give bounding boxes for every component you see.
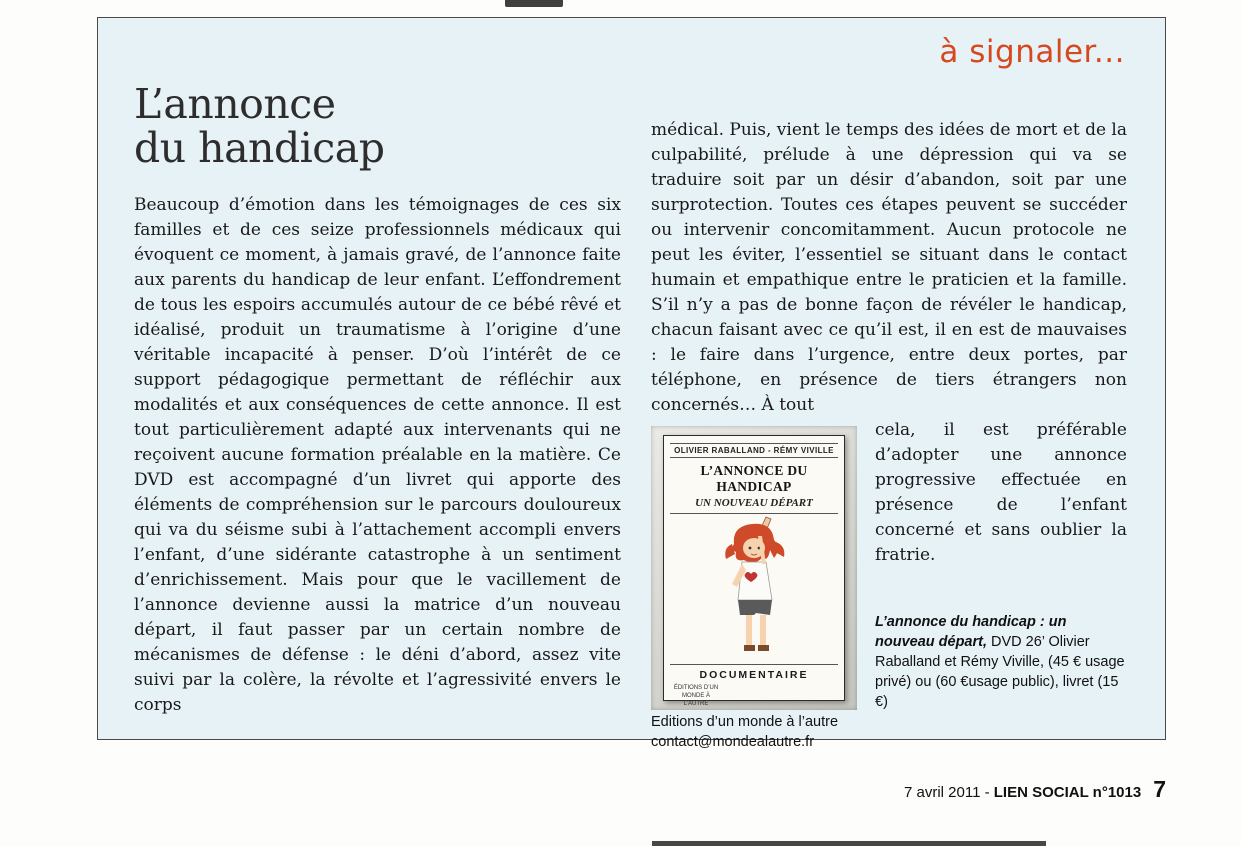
dvd-genre: DOCUMENTAIRE: [670, 664, 838, 681]
dvd-cover: [663, 435, 845, 708]
article-content: [134, 18, 1127, 750]
page-footer: [904, 776, 1166, 803]
title-line-1: L’annonce: [134, 80, 336, 128]
article-panel: [97, 17, 1166, 750]
dvd-cover-figure: [651, 426, 857, 710]
article-column-right: [651, 18, 1127, 750]
scan-artifact-bottom: [652, 841, 1046, 846]
title-line-2: du handicap: [134, 124, 385, 173]
footer-page-number: 7: [1153, 776, 1166, 802]
footer-date: 7 avril 2011 -: [904, 784, 994, 801]
caption-details: DVD 26’ Olivier Raballand et Rémy Viville, (45 € usage privé) ou (60 €usage public), livret (15 €): [875, 634, 1125, 710]
section-label: à signaler...: [939, 34, 1125, 70]
dvd-title: L’ANNONCE DU HANDICAP: [700, 463, 808, 494]
girl-illustration: [700, 514, 808, 664]
article-paragraph-left: Beaucoup d’émotion dans les témoignages de ces six familles et de ces seize professionnels médicaux qui évoquent ce moment, à jamais gravé, de l’annonce faite aux parents du handicap de leur enfant. L’effondrement de tous les espoirs accumulés autour de ce bébé rêvé et idéalisé, produit un traumatisme à l’origine d’une véritable incapacité à penser. D’où l’intérêt de ce support pédagogique permettant de réfléchir aux modalités et aux conséquences de cette annonce. Il est tout particulièrement adapté aux intervenants qui ne reçoivent aucune formation préalable en la matière. Ce DVD est accompagné d’un livret qui apporte des éléments de compréhension sur le parcours douloureux qui va du séisme subi à l’attachement accompli envers l’enfant, d’une sidérante catastrophe à un sentiment d’enrichissement. Mais pour que le vacillement de l’annonce devienne aussi la matrice d’un nouveau départ, il faut passer par un certain nombre de mécanismes de défense : le déni d’abord, assez vite suivi par la colère, la révolte et l’agressivité envers le corps: [134, 194, 621, 715]
caption-lead: L’annonce du handicap : un nouveau départ,: [875, 614, 1067, 650]
dvd-cover-artwork: [670, 514, 838, 664]
article-title: [134, 82, 621, 171]
article-paragraph-wrap: cela, il est préférable d’adopter une annonce progressive effectuée en présence de l’enfant concerné et sans oublier la fratrie.: [875, 420, 1127, 565]
dvd-publisher-logo: ÉDITIONS D’UN MONDE À L’AUTRE: [673, 685, 719, 708]
article-column-left: [134, 18, 621, 739]
dvd-subtitle: UN NOUVEAU DÉPART: [670, 497, 838, 514]
scan-artifact-top: [505, 0, 563, 7]
article-paragraph-right-top: médical. Puis, vient le temps des idées de mort et de la culpabilité, prélude à une dépression qui va se traduire soit par un désir d’abandon, soit par une surprotection. Toutes ces étapes peuvent se succéder ou intervenir concomitamment. Aucun protocole ne peut les éviter, l’essentiel se situant dans le contact humain et empathique entre le praticien et la famille. S’il n’y a pas de bonne façon de révéler le handicap, chacun faisant avec ce qu’il est, il en est de mauvaises : le faire dans l’urgence, entre deux portes, par téléphone, en présence de tiers étrangers non concernés… À tout: [651, 120, 1127, 415]
footer-publication: LIEN SOCIAL n°1013: [993, 784, 1142, 801]
caption-publisher: Editions d’un monde à l’autre: [651, 714, 839, 730]
caption-contact-email: contact@mondealautre.fr: [651, 734, 815, 750]
dvd-authors: OLIVIER RABALLAND - RÉMY VIVILLE: [670, 443, 838, 458]
